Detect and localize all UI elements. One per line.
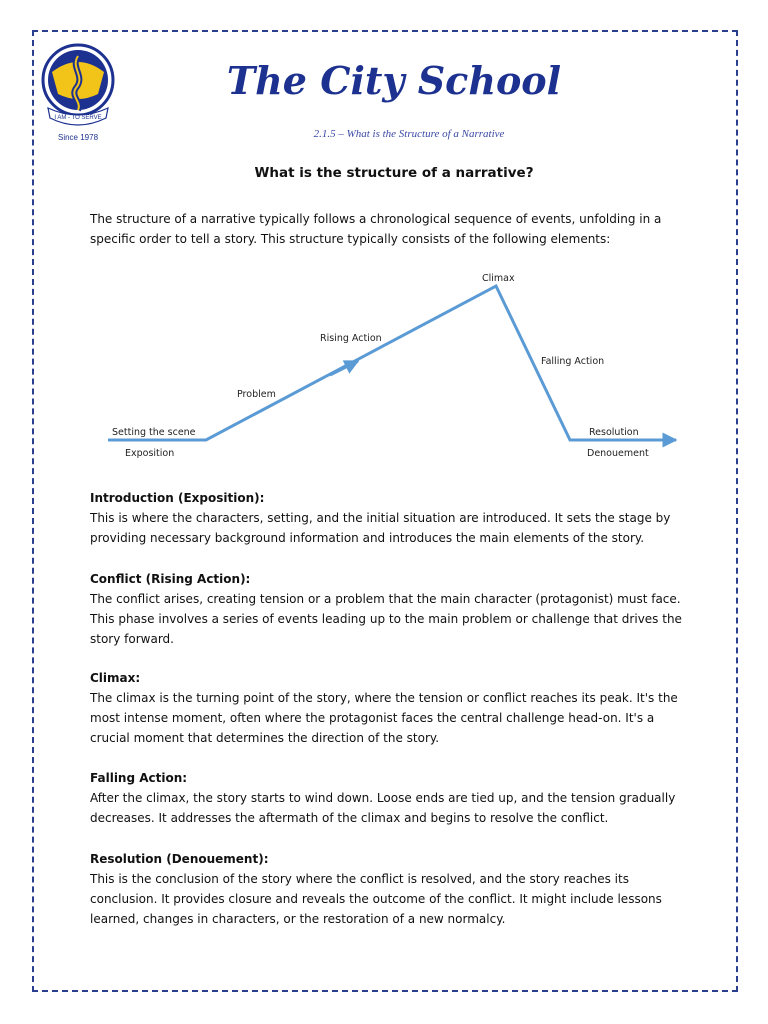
logo-motto: I AM - TO SERVE	[54, 115, 102, 121]
narrative-arc-diagram	[100, 266, 690, 466]
label-falling-action: Falling Action	[541, 356, 605, 367]
label-denouement: Denouement	[587, 448, 649, 459]
section-heading: Conflict (Rising Action):	[90, 572, 251, 586]
section-body: The climax is the turning point of the story, where the tension or conflict reaches its peak. It's the most intense moment, often where the protagonist faces the central challenge head-on. It's a crucial moment that determines the direction of the story.	[90, 691, 678, 745]
page-title: What is the structure of a narrative?	[254, 165, 534, 181]
label-climax: Climax	[482, 273, 515, 284]
section-body: This is where the characters, setting, and the initial situation are introduced. It sets the stage by providing necessary background information and introduces the main elements of the story.	[90, 511, 671, 545]
section-heading: Climax:	[90, 671, 141, 685]
section-conflict	[90, 569, 690, 649]
section-resolution	[90, 849, 690, 929]
label-exposition: Exposition	[125, 448, 175, 459]
section-falling-action	[90, 768, 690, 828]
label-rising-action: Rising Action	[320, 333, 382, 344]
section-heading: Falling Action:	[90, 771, 188, 785]
rising-arrow	[330, 361, 358, 375]
section-climax	[90, 668, 690, 748]
label-resolution: Resolution	[589, 427, 639, 438]
school-name: The City School	[226, 58, 562, 103]
section-heading: Introduction (Exposition):	[90, 491, 265, 505]
section-body: This is the conclusion of the story where the conflict is resolved, and the story reaches its conclusion. It provides closure and reveals the outcome of the conflict. It might include lessons learned, changes in characters, or the restoration of a new normalcy.	[90, 872, 662, 926]
intro-paragraph: The structure of a narrative typically follows a chronological sequence of events, unfolding in a specific order to tell a story. This structure typically consists of the following elements:	[90, 212, 662, 246]
label-setting-the-scene: Setting the scene	[112, 427, 196, 438]
section-body: After the climax, the story starts to wind down. Loose ends are tied up, and the tension gradually decreases. It addresses the aftermath of the climax and begins to resolve the conflict.	[90, 791, 676, 825]
section-introduction	[90, 488, 690, 548]
section-heading: Resolution (Denouement):	[90, 852, 269, 866]
section-body: The conflict arises, creating tension or a problem that the main character (protagonist) must face. This phase involves a series of events leading up to the main problem or challenge that drives the story forward.	[90, 592, 682, 646]
label-problem: Problem	[237, 389, 276, 400]
lesson-subtitle: 2.1.5 – What is the Structure of a Narrative	[313, 128, 505, 140]
logo-since: Since 1978	[57, 133, 99, 142]
